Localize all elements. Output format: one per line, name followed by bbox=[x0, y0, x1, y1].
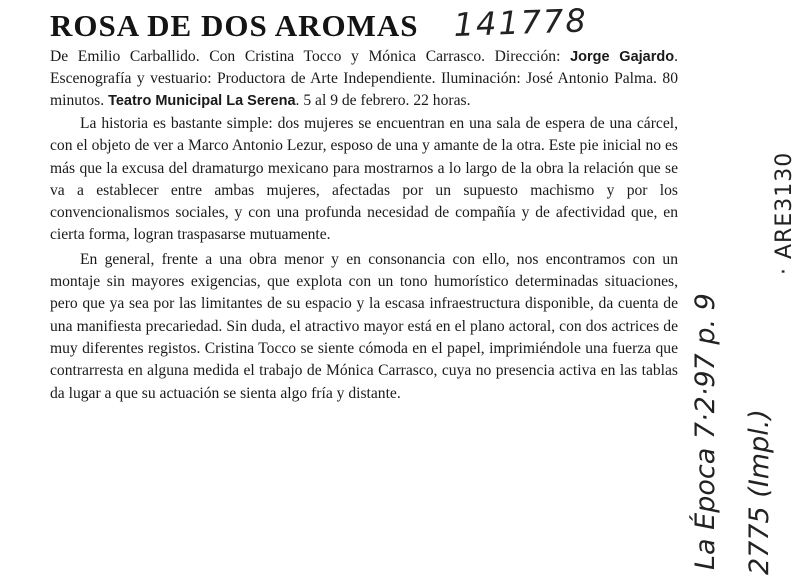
handwritten-catalog-number: 141778 bbox=[453, 1, 589, 44]
article-paragraph-2: En general, frente a una obra menor y en consonancia con ello, nos encontramos con un montaje sin mayores exigencias, que explota con un tono humorístico determinadas situaciones, pero que ya sea por las limitantes de su espacio y la escasa infraestructura disponible, da cuenta de una manifiesta precariedad. Sin duda, el atractivo mayor está en el plano actoral, con dos actrices de muy diferentes registos. Cristina Tocco se siente cómoda en el papel, imprimiéndole una fuerza que contrarresta en alguna medida el trabajo de Mónica Carrasco, cuya no presencia activa en las tablas da lugar a que su actuación se sienta algo fría y distante. bbox=[50, 250, 678, 402]
handwritten-archive-code: · ARE3130 bbox=[772, 151, 797, 275]
article-paragraph-1: La historia es bastante simple: dos mujeres se encuentran en una sala de espera de una cárcel, con el objeto de ver a Marco Antonio Lezur, esposo de una y amante de la otra. Este pie inicial no es más que la excusa del dramaturgo mexicano para mostrarnos a lo largo de la obra la relación que se va a establecer entre ambas mujeres, afectadas por un supuesto machismo y por los convencionalismos sociales, y con una profunda necesidad de compañía y de afectividad que, en cierta forma, logran traspasarse mutuamente. bbox=[50, 115, 678, 244]
newspaper-clipping bbox=[50, 8, 678, 568]
article-headline: ROSA DE DOS AROMAS bbox=[50, 8, 419, 43]
handwritten-source-note: La Época 7·2·97 p. 9 bbox=[690, 293, 721, 570]
credits-text-2: . Escenografía y vestuario: Productora de Arte Independiente. Iluminación: José Antonio Palma. 80 minutos. bbox=[50, 48, 678, 109]
handwritten-reference-note: 2775 (Impl.) bbox=[744, 409, 775, 575]
credits-text-1: De Emilio Carballido. Con Cristina Tocco y Mónica Carrasco. Dirección: bbox=[50, 48, 571, 65]
credits-director: Jorge Gajardo bbox=[570, 49, 675, 65]
article-credits bbox=[50, 46, 678, 112]
credits-venue: Teatro Municipal La Serena bbox=[108, 93, 296, 109]
credits-text-3: . 5 al 9 de febrero. 22 horas. bbox=[295, 92, 471, 109]
